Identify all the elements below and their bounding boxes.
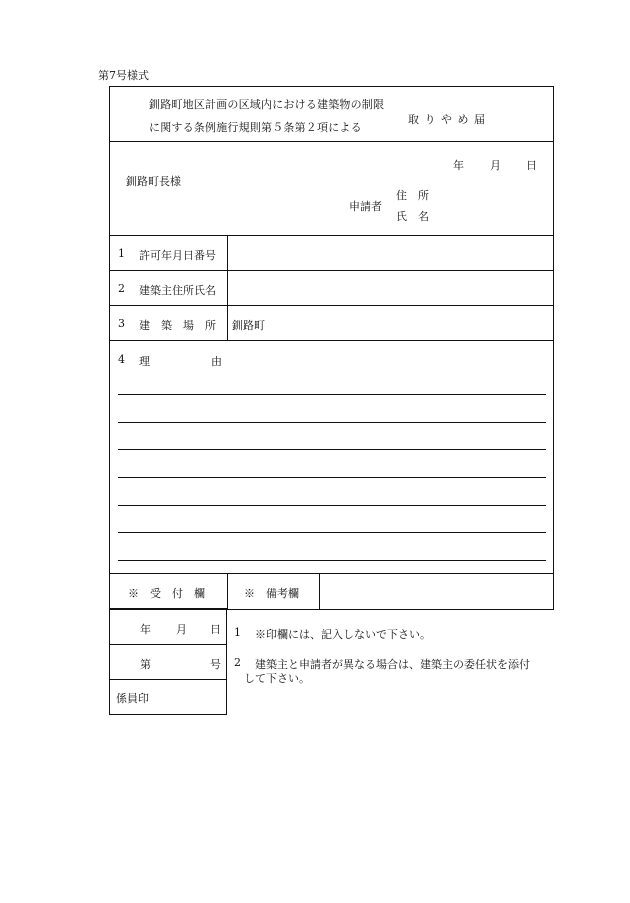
divider-row-1 [110,270,553,271]
date-day: 日 [526,159,537,172]
reason-line[interactable] [118,532,546,533]
row-permit-label: 許可年月日番号 [139,249,216,262]
reception-date-day: 日 [210,623,221,636]
reception-date-month: 月 [176,623,187,636]
remarks-divider [319,573,320,609]
date-month: 月 [490,159,501,172]
applicant-name-label: 氏 名 [396,210,429,223]
reason-line[interactable] [118,560,546,561]
divider-row-2 [110,305,553,306]
reception-divider [227,573,228,609]
row-location-value[interactable]: 釧路町 [232,319,265,332]
note-2-text-line-2: して下さい。 [244,672,310,685]
reason-line[interactable] [118,477,546,478]
row-location-number: 3 [118,317,125,330]
row-reason-label-a: 理 [139,355,150,368]
row-reason-number: 4 [118,353,125,366]
divider-reason [110,573,553,574]
reception-number-suffix: 号 [210,658,221,671]
divider-applicant [110,235,553,236]
row-owner-label: 建築主住所氏名 [139,284,216,297]
reason-line[interactable] [118,449,546,450]
staff-seal-label: 係員印 [116,692,149,705]
date-year: 年 [453,159,464,172]
divider-title [110,141,553,142]
form-number: 第7号様式 [98,69,149,82]
note-1-number: 1 [234,626,241,639]
note-2-text-line-1: 建築主と申請者が異なる場合は、建築主の委任状を添付 [255,658,530,671]
applicant-address-label: 住 所 [396,189,429,202]
applicant-label: 申請者 [349,200,382,213]
document-type: 取 り や め 届 [408,113,486,126]
label-column-divider [227,235,228,340]
row-permit-number: 1 [118,247,125,260]
reception-header: ※ 受 付 欄 [128,587,205,600]
row-location-label: 建 築 場 所 [139,319,216,332]
divider-row-3 [110,340,553,341]
reason-line[interactable] [118,394,546,395]
reception-date-year: 年 [140,623,151,636]
addressee: 釧路町長様 [126,175,181,188]
title-line-2: に関する条例施行規則第５条第２項による [149,121,362,134]
title-line-1: 釧路町地区計画の区域内における建築物の制限 [149,98,385,111]
row-owner-number: 2 [118,282,125,295]
remarks-header: ※ 備考欄 [244,587,299,600]
reason-line[interactable] [118,422,546,423]
reason-line[interactable] [118,505,546,506]
reception-divider-2 [110,679,226,680]
row-reason-label-b: 由 [211,355,222,368]
note-1-text: ※印欄には、記入しないで下さい。 [255,628,431,641]
reception-number-prefix: 第 [140,658,151,671]
reception-divider-1 [110,644,226,645]
note-2-number: 2 [234,656,241,669]
